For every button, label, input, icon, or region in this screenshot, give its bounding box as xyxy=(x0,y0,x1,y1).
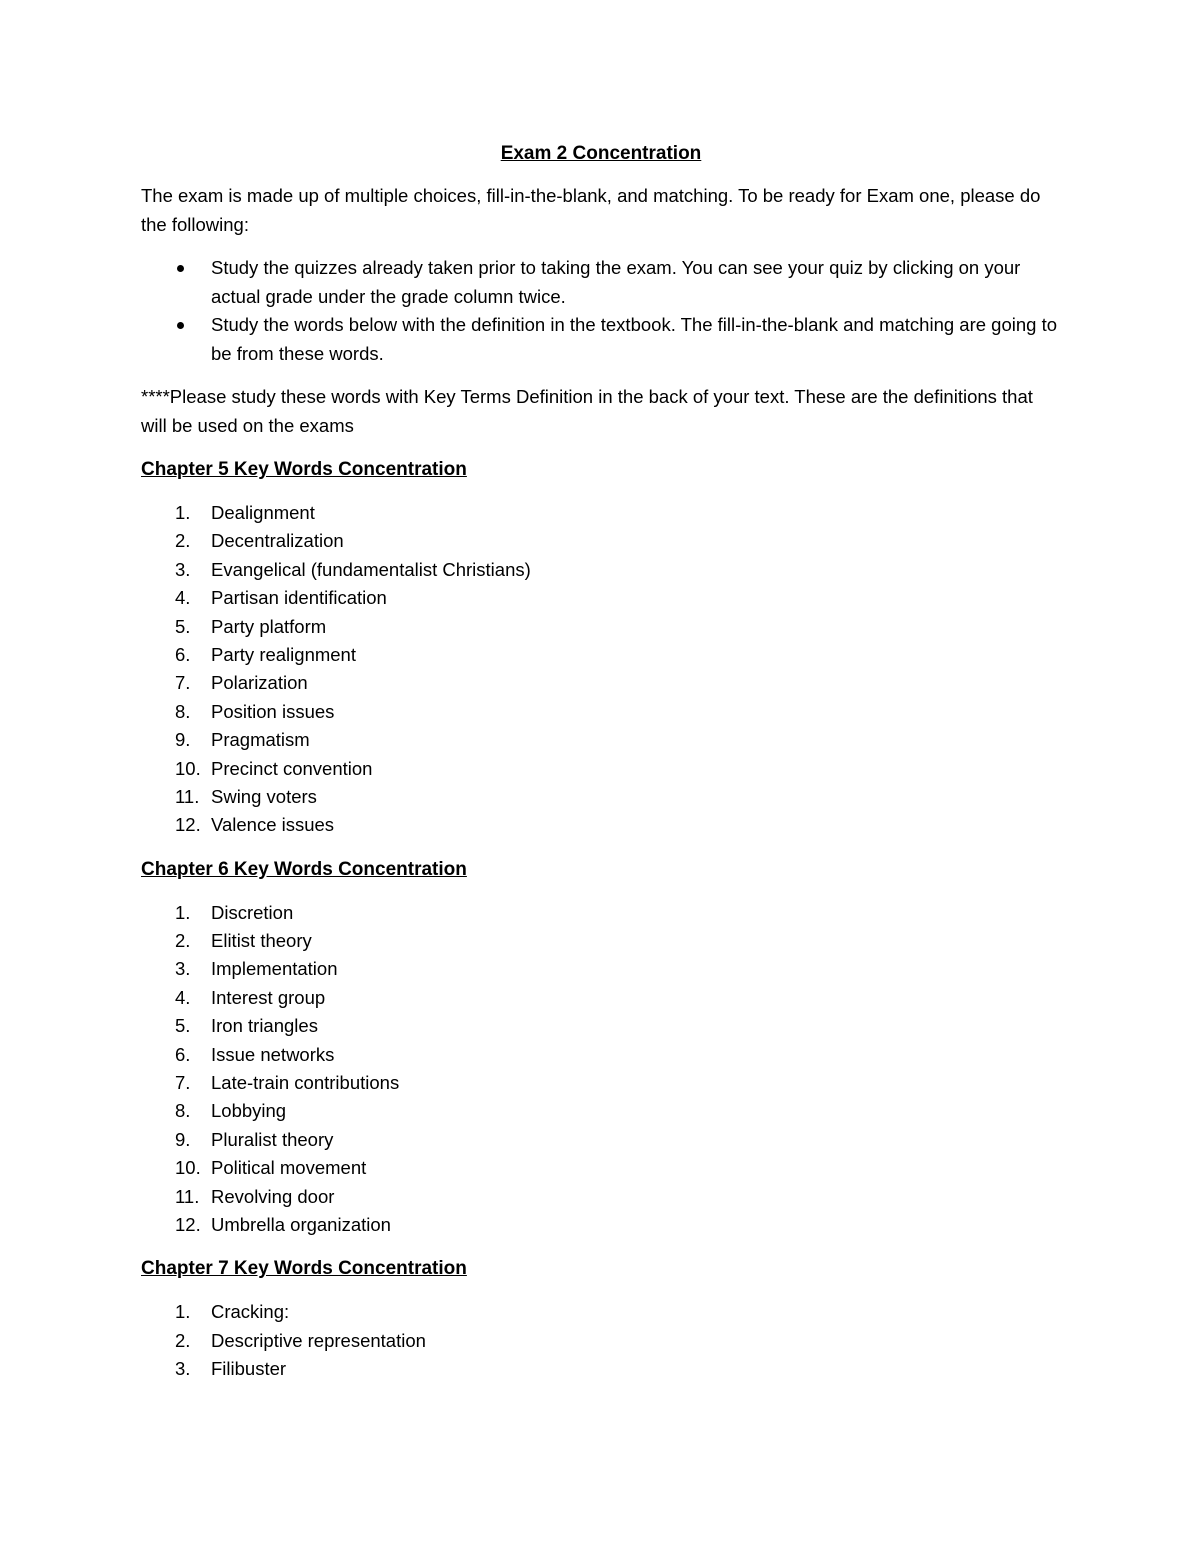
note-paragraph: ****Please study these words with Key Terms Definition in the back of your text. These are the definitions that will be used on the exams xyxy=(141,386,1033,436)
chapter-heading: Chapter 7 Key Words Concentration xyxy=(141,1258,467,1280)
list-item: 5. Party platform xyxy=(175,615,327,637)
list-item: 10. Political movement xyxy=(175,1157,367,1179)
list-item: 3. Filibuster xyxy=(175,1358,287,1380)
list-item: 7. Late-train contributions xyxy=(175,1072,400,1094)
list-item: 11. Swing voters xyxy=(175,785,317,807)
instructions-list xyxy=(141,254,1061,368)
list-item: 9. Pragmatism xyxy=(175,729,310,751)
instruction-text: Study the words below with the definition in the textbook. The fill-in-the-blank and matching are going to be from these words. xyxy=(211,314,1058,364)
list-item: 9. Pluralist theory xyxy=(175,1128,334,1150)
instruction-item xyxy=(141,311,1061,368)
chapter-heading: Chapter 5 Key Words Concentration xyxy=(141,459,467,480)
list-item: 4. Interest group xyxy=(175,986,326,1008)
list-item: 6. Issue networks xyxy=(175,1043,335,1065)
bullet-icon xyxy=(177,322,184,329)
instruction-item xyxy=(141,254,1061,311)
key-words-list xyxy=(141,899,1061,1240)
chapter-5-section xyxy=(141,455,1061,840)
list-item: 2. Elitist theory xyxy=(175,930,312,952)
list-item: 3. Evangelical (fundamentalist Christians) xyxy=(175,558,531,580)
list-item: 1. Discretion xyxy=(175,901,294,923)
intro-paragraph: The exam is made up of multiple choices, fill-in-the-blank, and matching. To be ready for Exam one, please do the following: xyxy=(141,185,1041,235)
chapter-6-section xyxy=(141,855,1061,1240)
bullet-icon xyxy=(177,265,184,272)
list-item: 8. Lobbying xyxy=(175,1100,287,1122)
list-item: 12. Umbrella organization xyxy=(175,1213,391,1235)
chapter-7-section xyxy=(141,1254,1061,1383)
list-item: 6. Party realignment xyxy=(175,643,356,665)
key-words-list xyxy=(141,1298,1061,1383)
key-words-list xyxy=(141,499,1061,840)
list-item: 11. Revolving door xyxy=(175,1185,335,1207)
list-item: 2. Descriptive representation xyxy=(175,1329,426,1351)
instruction-text: Study the quizzes already taken prior to taking the exam. You can see your quiz by clicking on your actual grade under the grade column twice. xyxy=(211,257,1021,307)
chapter-heading: Chapter 6 Key Words Concentration xyxy=(141,858,467,880)
list-item: 7. Polarization xyxy=(175,672,308,694)
list-item: 12. Valence issues xyxy=(175,814,335,836)
list-item: 4. Partisan identification xyxy=(175,587,387,609)
list-item: 5. Iron triangles xyxy=(175,1015,318,1037)
list-item: 1. Cracking: xyxy=(175,1301,290,1323)
document-title: Exam 2 Concentration xyxy=(500,143,702,164)
list-item: 3. Implementation xyxy=(175,958,338,980)
list-item: 1. Dealignment xyxy=(175,502,315,523)
document-page xyxy=(141,138,1061,1399)
list-item: 10. Precinct convention xyxy=(175,757,373,779)
list-item: 2. Decentralization xyxy=(175,530,344,552)
list-item: 8. Position issues xyxy=(175,700,335,722)
